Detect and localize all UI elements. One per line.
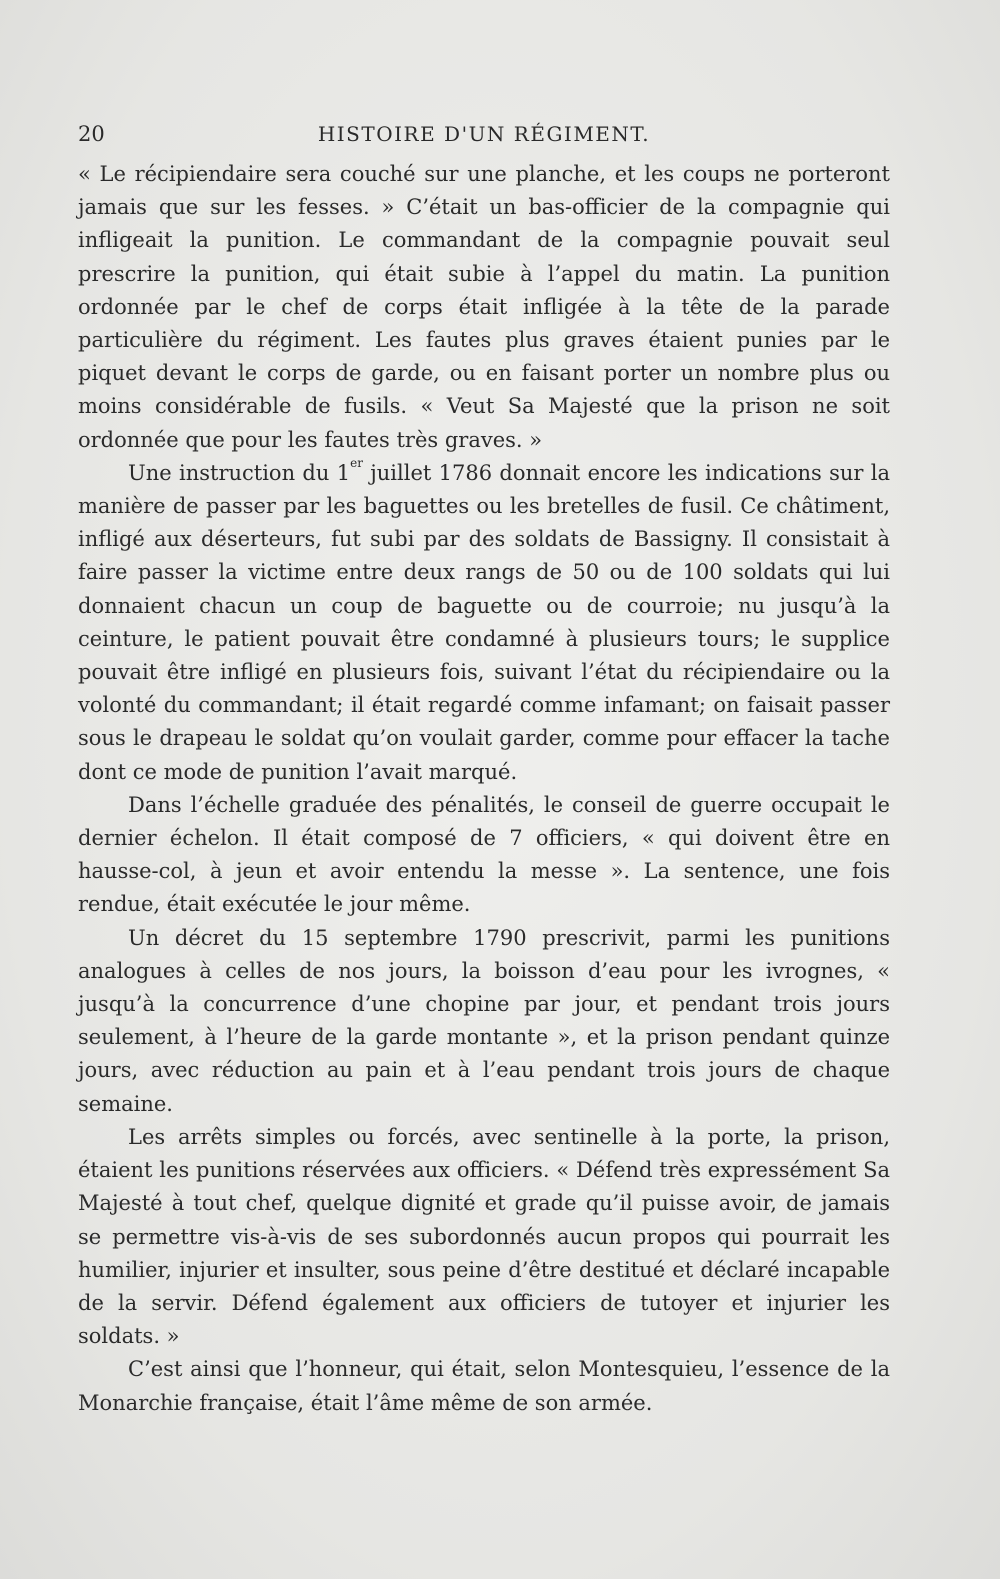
paragraph-2: Une instruction du 1er juillet 1786 donnait encore les indications sur la manière de passer par les baguettes ou les bretelles de fusil. Ce châtiment, infligé aux déserteurs, fut subi par des soldats de Bassigny. Il consistait à faire passer la victime entre deux rangs de 50 ou de 100 soldats qui lui donnaient chacun un coup de baguette ou de courroie; nu jusqu’à la ceinture, le patient pouvait être condamné à plusieurs tours; le supplice pouvait être infligé en plusieurs fois, suivant l’état du récipiendaire ou la volonté du commandant; il était regardé comme infamant; on faisait passer sous le drapeau le soldat qu’on voulait garder, comme pour effacer la tache dont ce mode de punition l’avait marqué. <box>78 455 890 784</box>
paragraph-5: Les arrêts simples ou forcés, avec sentinelle à la porte, la prison, étaient les punitions réservées aux officiers. « Défend très expressément Sa Majesté à tout chef, quelque dignité et grade qu’il puisse avoir, de jamais se permettre vis-à-vis de ses subordonnés aucun propos qui pourrait les humilier, injurier et insulter, sous peine d’être destitué et déclaré incapable de la servir. Défend également aux officiers de tutoyer et injurier les soldats. » <box>78 1124 890 1349</box>
paragraph-6: C’est ainsi que l’honneur, qui était, selon Montesquieu, l’essence de la Monarchie française, était l’âme même de son armée. <box>78 1357 890 1415</box>
paragraph-1: « Le récipiendaire sera couché sur une planche, et les coups ne porteront jamais que sur les fesses. » C’était un bas-officier de la compagnie qui infligeait la punition. Le commandant de la compagnie pouvait seul prescrire la punition, qui était subie à l’appel du matin. La punition ordonnée par le chef de corps était infligée à la tête de la parade particulière du régiment. Les fautes plus graves étaient punies par le piquet devant le corps de garde, ou en faisant porter un nombre plus ou moins considérable de fusils. « Veut Sa Majesté que la prison ne soit ordonnée que pour les fautes très graves. » <box>78 162 890 452</box>
running-head-title: HISTOIRE D'UN RÉGIMENT. <box>317 122 651 146</box>
body-text <box>78 158 890 1420</box>
page-number: 20 <box>78 122 105 146</box>
paragraph-4: Un décret du 15 septembre 1790 prescrivit, parmi les punitions analogues à celles de nos jours, la boisson d’eau pour les ivrognes, « jusqu’à la concurrence d’une chopine par jour, et pendant trois jours seulement, à l’heure de la garde montante », et la prison pendant quinze jours, avec réduction au pain et à l’eau pendant trois jours de chaque semaine. <box>78 925 890 1116</box>
ordinal-superscript: er <box>350 455 363 470</box>
running-head <box>78 122 890 152</box>
paragraph-3: Dans l’échelle graduée des pénalités, le conseil de guerre occupait le dernier échelon. Il était composé de 7 officiers, « qui doivent être en hausse-col, à jeun et avoir entendu la messe ». La sentence, une fois rendue, était exécutée le jour même. <box>78 792 890 917</box>
